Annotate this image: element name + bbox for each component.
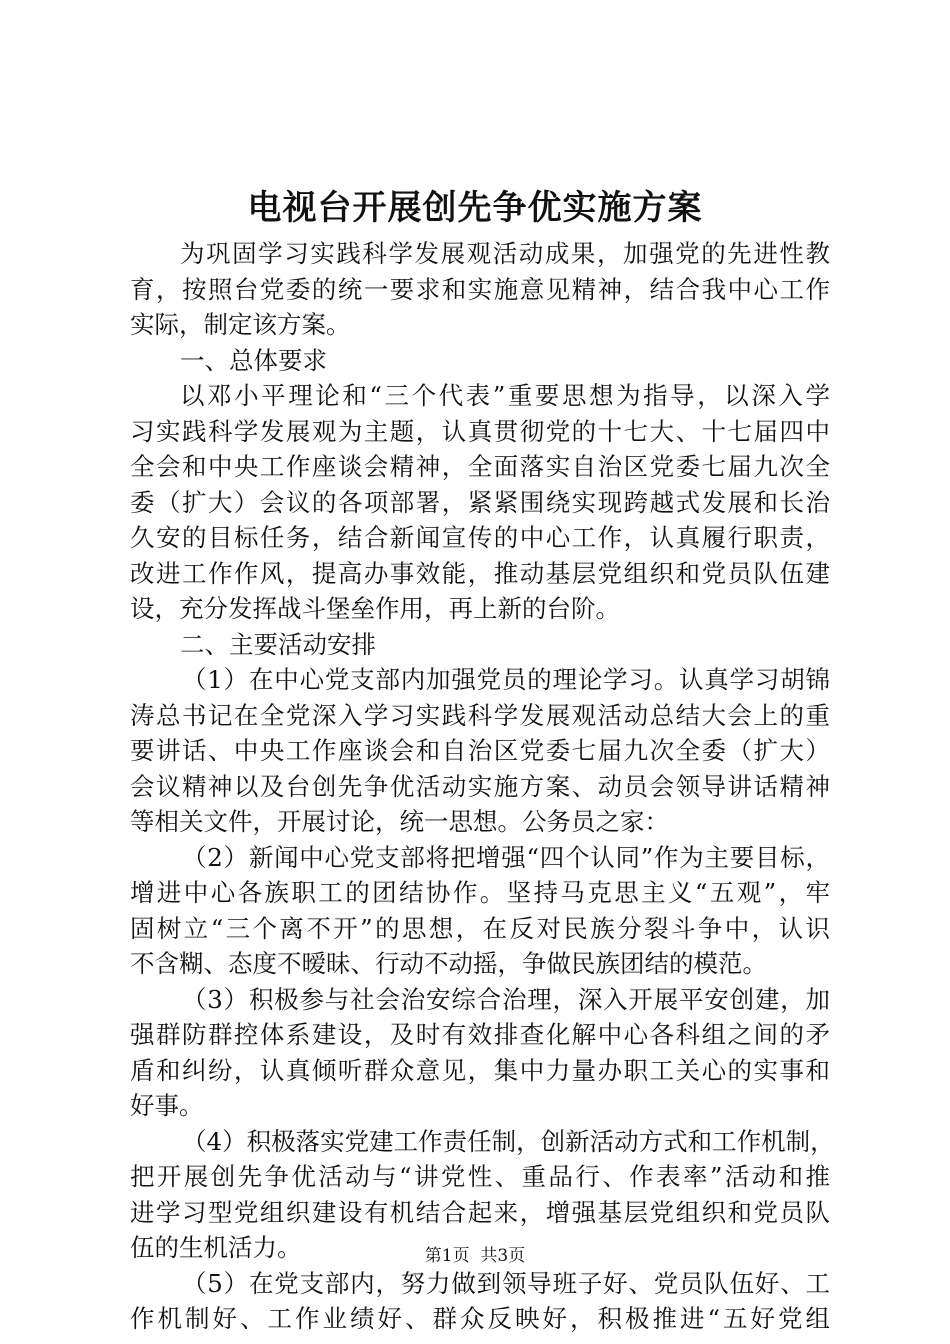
- body-line: 不含糊、态度不暧昧、行动不动摇，争做民族团结的模范。: [130, 949, 767, 978]
- body-line: 久安的目标任务，结合新闻宣传的中心工作，认真履行职责，: [130, 523, 830, 552]
- body-line: （4）积极落实党建工作责任制，创新活动方式和工作机制，: [182, 1126, 835, 1156]
- body-line: 委（扩大）会议的各项部署，紧紧围绕实现跨越式发展和长治: [130, 487, 830, 517]
- body-line: 会议精神以及台创先争优活动实施方案、动员会领导讲话精神: [130, 771, 830, 801]
- body-line: 以邓小平理论和“三个代表”重要思想为指导，以深入学: [180, 381, 830, 410]
- body-line: 涛总书记在全党深入学习实践科学发展观活动总结大会上的重: [130, 700, 830, 730]
- body-line: 伍的生机活力。: [130, 1233, 302, 1262]
- body-line: 把开展创先争优活动与“讲党性、重品行、作表率”活动和推: [130, 1162, 830, 1191]
- body-line: 作机制好、工作业绩好、群众反映好，积极推进“五好党组: [130, 1304, 830, 1333]
- document-title: 电视台开展创先争优实施方案: [247, 188, 703, 228]
- body-line: 习实践科学发展观为主题，认真贯彻党的十七大、十七届四中: [130, 416, 830, 446]
- body-line: 设，充分发挥战斗堡垒作用，再上新的台阶。: [130, 594, 620, 623]
- body-line: 全会和中央工作座谈会精神，全面落实自治区党委七届九次全: [130, 452, 830, 481]
- body-line: （1）在中心党支部内加强党员的理论学习。认真学习胡锦: [182, 665, 830, 694]
- body-line: 盾和纠纷，认真倾听群众意见，集中力量办职工关心的实事和: [130, 1055, 830, 1085]
- body-line: 等相关文件，开展讨论，统一思想。公务员之家：: [130, 807, 669, 836]
- body-line: 为巩固学习实践科学发展观活动成果，加强党的先进性教: [180, 239, 830, 268]
- document-body: [130, 236, 835, 1337]
- page-footer: 第1页 共3页: [424, 1246, 526, 1266]
- body-line: 进学习型党组织建设有机结合起来，增强基层党组织和党员队: [130, 1197, 830, 1227]
- body-line: 增进中心各族职工的团结协作。坚持马克思主义“五观”，牢: [130, 878, 830, 907]
- body-line: 强群防群控体系建设，及时有效排查化解中心各科组之间的矛: [130, 1020, 830, 1049]
- body-line: 改进工作作风，提高办事效能，推动基层党组织和党员队伍建: [130, 558, 830, 588]
- section-heading: 二、主要活动安排: [180, 629, 376, 659]
- body-line: （2）新闻中心党支部将把增强“四个认同”作为主要目标，: [182, 842, 830, 872]
- body-line: （3）积极参与社会治安综合治理，深入开展平安创建，加: [182, 984, 830, 1014]
- body-line: （5）在党支部内，努力做到领导班子好、党员队伍好、工: [182, 1268, 830, 1298]
- body-line: 固树立“三个离不开”的思想，在反对民族分裂斗争中，认识: [130, 913, 830, 943]
- body-line: 育，按照台党委的统一要求和实施意见精神，结合我中心工作: [130, 274, 830, 304]
- body-line: 要讲话、中央工作座谈会和自治区党委七届九次全委（扩大）: [130, 736, 830, 765]
- section-heading: 一、总体要求: [180, 345, 327, 375]
- body-line: 实际，制定该方案。: [130, 310, 351, 339]
- body-line: 好事。: [130, 1091, 204, 1120]
